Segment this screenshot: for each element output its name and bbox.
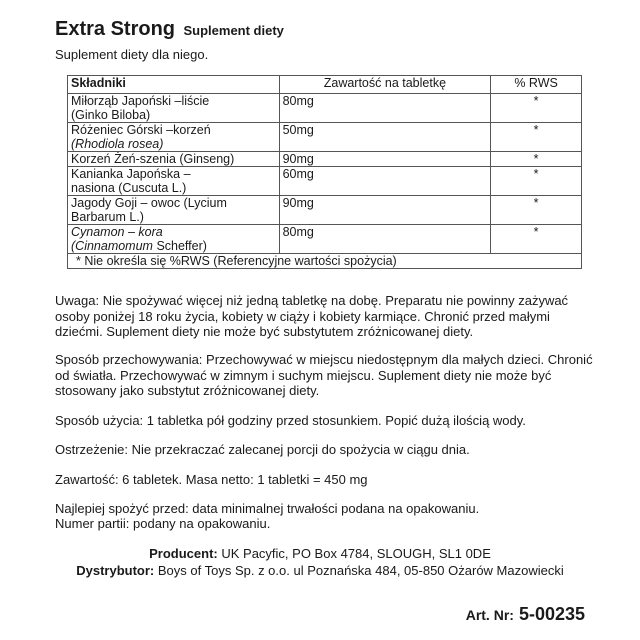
- product-title: Extra Strong: [55, 18, 176, 40]
- ingredient-amount: 50mg: [279, 123, 491, 152]
- ingredient-name: [68, 225, 280, 254]
- table-header-row: [68, 76, 582, 94]
- table-footnote-row: [68, 254, 582, 269]
- ingredient-name-line: Miłorząb Japoński –liście: [71, 94, 210, 108]
- ingredient-amount: 80mg: [279, 94, 491, 123]
- ingredient-name-line: Jagody Goji – owoc (Lycium: [71, 196, 227, 210]
- ingredient-name-line: Różeniec Górski –korzeń: [71, 123, 211, 137]
- ingredient-rws: *: [491, 94, 582, 123]
- table-row: [68, 152, 582, 167]
- ingredient-name: [68, 123, 280, 152]
- ingredient-rws: *: [491, 152, 582, 167]
- ingredient-name-line: Cynamon – kora: [71, 225, 163, 239]
- article-number: [466, 604, 585, 625]
- ingredient-name-line: (Ginko Biloba): [71, 108, 151, 122]
- ingredient-latin-name: (Cinnamomum: [71, 239, 153, 253]
- batch-text: Numer partii: podany na opakowaniu.: [55, 516, 271, 531]
- ingredient-amount: 90mg: [279, 196, 491, 225]
- distributor-label: Dystrybutor:: [76, 563, 155, 578]
- ingredient-name-line: Kanianka Japońska –: [71, 167, 191, 181]
- ingredient-rws: *: [491, 196, 582, 225]
- ingredient-rws: *: [491, 225, 582, 254]
- producer-value: UK Pacyfic, PO Box 4784, SLOUGH, SL1 0DE: [217, 546, 491, 561]
- content-text: Zawartość: 6 tabletek. Masa netto: 1 tabletki = 450 mg: [55, 472, 368, 487]
- distributor-value: Boys of Toys Sp. z o.o. ul Poznańska 484, 05-850 Ożarów Mazowiecki: [154, 563, 564, 578]
- header: [55, 18, 284, 41]
- best-before-text: Najlepiej spożyć przed: data minimalnej trwałości podana na opakowaniu.: [55, 501, 480, 516]
- warning-text: Uwaga: Nie spożywać więcej niż jedną tabletkę na dobę. Preparatu nie powinny zażywać osoby poniżej 18 roku życia, kobiety w ciąży i kobiety karmiące. Chronić przed małymi dziećmi. Suplement diety nie może być substytutem zróżnicowanej diety.: [55, 293, 569, 339]
- article-number-label: Art. Nr:: [465, 607, 514, 623]
- ingredient-name-line: [71, 239, 276, 253]
- ingredient-name: [68, 196, 280, 225]
- rws-footnote: * Nie określa się %RWS (Referencyjne wartości spożycia): [68, 254, 582, 269]
- table-row: [68, 167, 582, 196]
- storage-text: Sposób przechowywania: Przechowywać w miejscu niedostępnym dla małych dzieci. Chronić od światła. Przechowywać w zimnym i suchym miejscu. Suplement diety nie może być stosowany jako substytut zróżnicowanej diety.: [55, 352, 593, 398]
- ingredient-amount: 60mg: [279, 167, 491, 196]
- ingredient-rws: *: [491, 123, 582, 152]
- ingredient-amount: 90mg: [279, 152, 491, 167]
- table-row: [68, 196, 582, 225]
- ingredients-table: [67, 75, 582, 269]
- ingredient-name: [68, 152, 280, 167]
- table-row: [68, 94, 582, 123]
- header-ingredients: Składniki: [68, 76, 280, 94]
- product-category: Suplement diety: [183, 23, 284, 38]
- ingredient-name-line: nasiona (Cuscuta L.): [71, 181, 187, 195]
- product-subtitle: Suplement diety dla niego.: [55, 47, 209, 62]
- usage-text: Sposób użycia: 1 tabletka pół godziny przed stosunkiem. Popić dużą ilością wody.: [55, 413, 526, 428]
- caution-text: Ostrzeżenie: Nie przekraczać zalecanej porcji do spożycia w ciągu dnia.: [55, 442, 470, 457]
- distributor-line: [0, 563, 640, 578]
- ingredient-name-line: Barbarum L.): [71, 210, 144, 224]
- article-number-value: 5-00235: [513, 604, 585, 624]
- ingredient-amount: 80mg: [279, 225, 491, 254]
- ingredient-name-line: (Rhodiola rosea): [71, 137, 164, 151]
- ingredient-name-line: Korzeń Żeń-szenia (Ginseng): [71, 152, 235, 166]
- ingredient-author: Scheffer): [152, 239, 207, 253]
- header-amount: Zawartość na tabletkę: [279, 76, 491, 94]
- producer-line: [0, 546, 640, 561]
- producer-label: Producent:: [149, 546, 218, 561]
- ingredient-rws: *: [491, 167, 582, 196]
- table-row: [68, 123, 582, 152]
- header-rws: % RWS: [491, 76, 582, 94]
- ingredient-name: [68, 167, 280, 196]
- table-row: [68, 225, 582, 254]
- ingredient-name: [68, 94, 280, 123]
